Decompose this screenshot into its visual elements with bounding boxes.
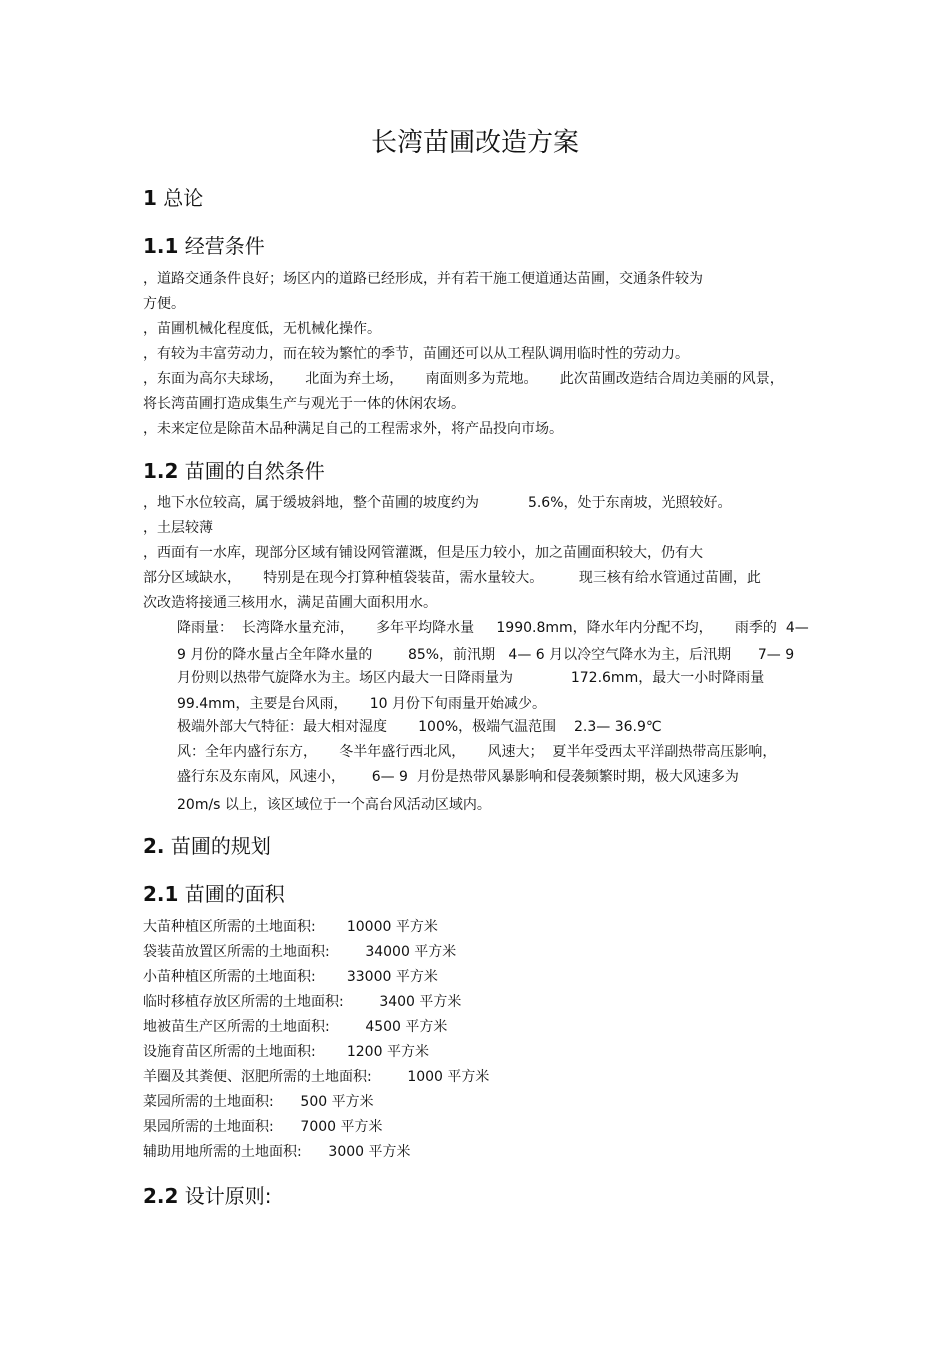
area-line: 袋装苗放置区所需的土地面积: 34000 平方米 [143, 944, 457, 960]
climate-line: 降雨量： 长湾降水量充沛， 多年平均降水量 1990.8mm，降水年内分配不均， 雨季的 4— [177, 620, 809, 636]
paragraph-line: ，未来定位是除苗木品种满足自己的工程需求外，将产品投向市场。 [143, 421, 563, 437]
climate-line: 20m/s 以上，该区域位于一个高台风活动区域内。 [177, 797, 491, 813]
section-heading-1-1 [143, 230, 265, 259]
paragraph-line: ，地下水位较高，属于缓坡斜地，整个苗圃的坡度约为 5.6%，处于东南坡，光照较好。 [143, 495, 732, 511]
section-heading-2-2 [143, 1180, 272, 1209]
paragraph-line: 方便。 [143, 296, 185, 312]
paragraph-line: ，土层较薄 [143, 520, 213, 536]
section-heading-2-1 [143, 878, 285, 907]
climate-line: 99.4mm，主要是台风雨， 10 月份下旬雨量开始减少。 [177, 696, 546, 712]
section-number: 2. [143, 834, 165, 858]
paragraph-line: 将长湾苗圃打造成集生产与观光于一体的休闲农场。 [143, 396, 465, 412]
area-line: 临时移植存放区所需的土地面积: 3400 平方米 [143, 994, 462, 1010]
section-number: 2.1 [143, 882, 179, 906]
section-title: 总论 [163, 186, 204, 210]
section-number: 1.2 [143, 459, 179, 483]
paragraph-line: ，道路交通条件良好；场区内的道路已经形成，并有若干施工便道通达苗圃，交通条件较为 [143, 271, 703, 287]
area-line: 菜园所需的土地面积: 500 平方米 [143, 1094, 374, 1110]
section-number: 2.2 [143, 1184, 179, 1208]
section-number: 1 [143, 186, 157, 210]
section-title: 苗圃的面积 [184, 882, 285, 906]
section-heading-2 [143, 830, 271, 859]
section-title: 设计原则: [184, 1184, 272, 1208]
paragraph-line: ，苗圃机械化程度低，无机械化操作。 [143, 321, 381, 337]
section-heading-1-2 [143, 455, 325, 484]
area-line: 辅助用地所需的土地面积: 3000 平方米 [143, 1144, 411, 1160]
area-line: 地被苗生产区所需的土地面积: 4500 平方米 [143, 1019, 448, 1035]
area-line: 大苗种植区所需的土地面积: 10000 平方米 [143, 919, 438, 935]
climate-line: 盛行东及东南风，风速小， 6— 9 月份是热带风暴影响和侵袭频繁时期，极大风速多为 [177, 769, 739, 785]
area-line: 小苗种植区所需的土地面积: 33000 平方米 [143, 969, 438, 985]
area-line: 果园所需的土地面积: 7000 平方米 [143, 1119, 383, 1135]
paragraph-line: 次改造将接通三核用水，满足苗圃大面积用水。 [143, 595, 437, 611]
area-line: 羊圈及其粪便、沤肥所需的土地面积: 1000 平方米 [143, 1069, 490, 1085]
section-title: 苗圃的规划 [170, 834, 271, 858]
paragraph-line: ，西面有一水库，现部分区域有铺设网管灌溉，但是压力较小，加之苗圃面积较大，仍有大 [143, 545, 703, 561]
paragraph-line: ，东面为高尔夫球场， 北面为弃土场， 南面则多为荒地。 此次苗圃改造结合周边美丽的风景， [143, 371, 784, 387]
paragraph-line: ，有较为丰富劳动力，而在较为繁忙的季节，苗圃还可以从工程队调用临时性的劳动力。 [143, 346, 689, 362]
climate-line: 9 月份的降水量占全年降水量的 85%，前汛期 4— 6 月以冷空气降水为主，后汛期 7— 9 [177, 647, 795, 663]
climate-line: 极端外部大气特征：最大相对湿度 100%，极端气温范围 2.3— 36.9℃ [177, 719, 662, 735]
section-title: 经营条件 [184, 234, 265, 258]
section-title: 苗圃的自然条件 [184, 459, 325, 483]
climate-line: 风：全年内盛行东方， 冬半年盛行西北风， 风速大； 夏半年受西太平洋副热带高压影响， [177, 744, 777, 760]
climate-line: 月份则以热带气旋降水为主。场区内最大一日降雨量为 172.6mm，最大一小时降雨量 [177, 670, 765, 686]
paragraph-line: 部分区域缺水， 特别是在现今打算种植袋装苗，需水量较大。 现三核有给水管通过苗圃，此 [143, 570, 761, 586]
area-line: 设施育苗区所需的土地面积: 1200 平方米 [143, 1044, 429, 1060]
section-number: 1.1 [143, 234, 179, 258]
section-heading-1 [143, 182, 203, 211]
document-title: 长湾苗圃改造方案 [370, 128, 579, 158]
